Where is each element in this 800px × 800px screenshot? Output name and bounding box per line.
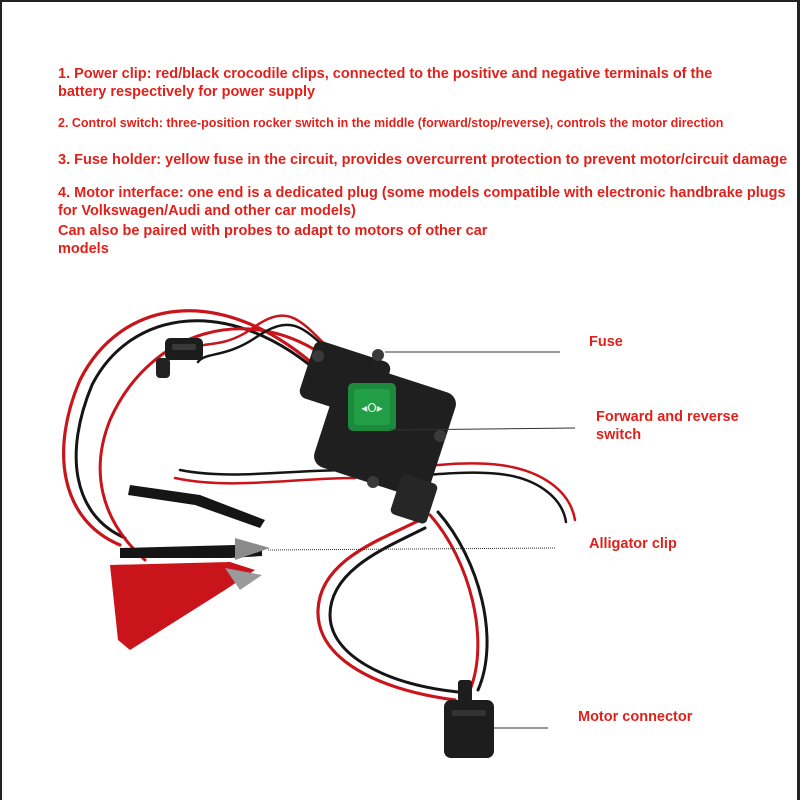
callout-alligator-clip: Alligator clip (589, 536, 677, 552)
clip-handle-black (128, 485, 265, 528)
description-power-clip: 1. Power clip: red/black crocodile clips, connected to the positive and negative terminals of the battery respectively for power supply (58, 66, 713, 100)
description-fuse-holder: 3. Fuse holder: yellow fuse in the circuit, provides overcurrent protection to prevent motor/circuit damage (58, 152, 788, 168)
black-alligator-clip (120, 538, 270, 560)
rocker-switch (348, 383, 396, 431)
description-control-switch: 2. Control switch: three-position rocker switch in the middle (forward/stop/reverse), controls the motor direction (58, 116, 724, 130)
switch-housing (298, 339, 459, 525)
callout-motor-connector: Motor connector (578, 709, 693, 725)
fuse-holder (156, 338, 203, 378)
callout-fuse: Fuse (589, 334, 623, 350)
description-motor-interface: 4. Motor interface: one end is a dedicated plug (some models compatible with electronic handbrake plugs for Volkswagen/Audi and other car models) (58, 185, 786, 219)
description-probe-note: Can also be paired with probes to adapt to motors of other car models (58, 223, 488, 257)
svg-text:◂O▸: ◂O▸ (361, 401, 383, 415)
red-alligator-clip (110, 562, 262, 650)
callout-switch: Forward and reverse switch (596, 409, 739, 443)
